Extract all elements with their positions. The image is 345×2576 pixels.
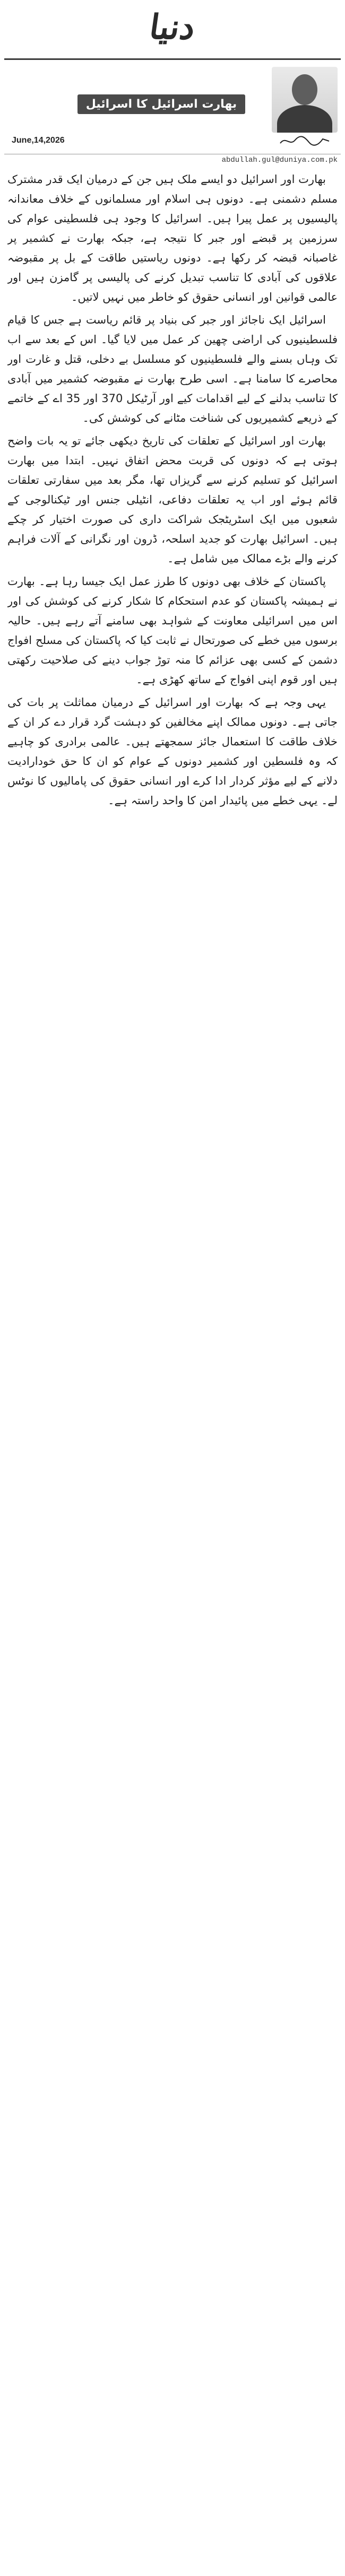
article-body	[7, 170, 338, 2568]
column-date: June,14,2026	[12, 136, 65, 145]
article-paragraph: بھارت اور اسرائیل کے تعلقات کی تاریخ دیکھی جائے تو یہ بات واضح ہوتی ہے کہ دونوں کی قربت محض اتفاق نہیں۔ ابتدا میں بھارت اسرائیل کو تسلیم کرنے سے گریزاں تھا، مگر بعد میں سفارتی تعلقات قائم ہوئے اور اب یہ تعلقات دفاعی، انٹیلی جنس اور ٹیکنالوجی کے شعبوں میں ایک اسٹریٹجک شراکت داری کی صورت اختیار کر چکے ہیں۔ اسرائیل بھارت کو جدید اسلحہ، ڈرون اور نگرانی کے آلات فراہم کرنے والے بڑے ممالک میں شامل ہے۔	[7, 434, 338, 565]
byline-band	[4, 62, 341, 152]
newspaper-logo: دنیا	[147, 7, 198, 47]
masthead	[0, 2, 345, 55]
portrait-shoulders-shape	[277, 105, 332, 133]
article-paragraph: اسرائیل ایک ناجائز اور جبر کی بنیاد پر قائم ریاست ہے جس کا قیام فلسطینیوں کی اراضی چھین کر عمل میں لایا گیا۔ اس کے بعد سے اب تک وہاں بسنے والے فلسطینیوں کو مسلسل بے دخلی، قتل و غارت اور محاصرے کا سامنا ہے۔ اسی طرح بھارت نے مقبوضہ کشمیر میں آبادی کا تناسب بدلنے کے لیے اقدامات کیے اور آرٹیکل 370 اور 35 اے کے خاتمے کے ذریعے کشمیریوں کی شناخت مٹانے کی کوشش کی۔	[7, 314, 338, 424]
column-title: بھارت اسرائیل کا اسرائیل	[77, 94, 245, 114]
article-paragraph: بھارت اور اسرائیل دو ایسے ملک ہیں جن کے درمیان ایک قدر مشترک مسلم دشمنی ہے۔ دونوں ہی اسلام اور مسلمانوں کے خلاف معاندانہ پالیسیوں پر عمل پیرا ہیں۔ اسرائیل کا وجود ہی فلسطینی عوام کی سرزمین پر قبضے اور جبر کا نتیجہ ہے، جبکہ بھارت نے کشمیر پر غاصبانہ قبضہ کر رکھا ہے۔ دونوں ریاستیں طاقت کے بل پر مقبوضہ علاقوں کی آبادی کا تناسب تبدیل کرنے کی پالیسی پر گامزن ہیں اور عالمی قوانین اور انسانی حقوق کو خاطر میں نہیں لاتیں۔	[7, 173, 338, 303]
top-divider	[4, 58, 341, 60]
article-paragraph: یہی وجہ ہے کہ بھارت اور اسرائیل کے درمیان مماثلت پر بات کی جاتی ہے۔ دونوں ممالک اپنے مخالفین کو دہشت گرد قرار دے کر ان کے خلاف طاقت کا استعمال جائز سمجھتے ہیں۔ عالمی برادری کو چاہیے کہ وہ فلسطین اور کشمیر دونوں کے عوام کو ان کا حق خودارادیت دلانے کے لیے مؤثر کردار ادا کرے اور انسانی حقوق کی پامالیوں کا نوٹس لے۔ یہی خطے میں پائیدار امن کا واحد راستہ ہے۔	[7, 696, 338, 807]
author-signature-icon	[278, 134, 331, 147]
author-email: abdullah.gul@duniya.com.pk	[221, 156, 338, 164]
article-paragraph: پاکستان کے خلاف بھی دونوں کا طرز عمل ایک جیسا رہا ہے۔ بھارت نے ہمیشہ پاکستان کو عدم استحکام کا شکار کرنے کی کوشش کی اور اس میں اسرائیلی معاونت کے شواہد بھی سامنے آتے رہے ہیں۔ حالیہ برسوں میں خطے کی صورتحال نے ثابت کیا کہ پاکستان کی مسلح افواج دشمن کے کسی بھی عزائم کا منہ توڑ جواب دینے کی صلاحیت رکھتی ہیں اور قوم اپنی افواج کے ساتھ کھڑی ہے۔	[7, 575, 338, 686]
author-portrait-icon	[272, 67, 338, 133]
portrait-head-shape	[292, 74, 317, 105]
